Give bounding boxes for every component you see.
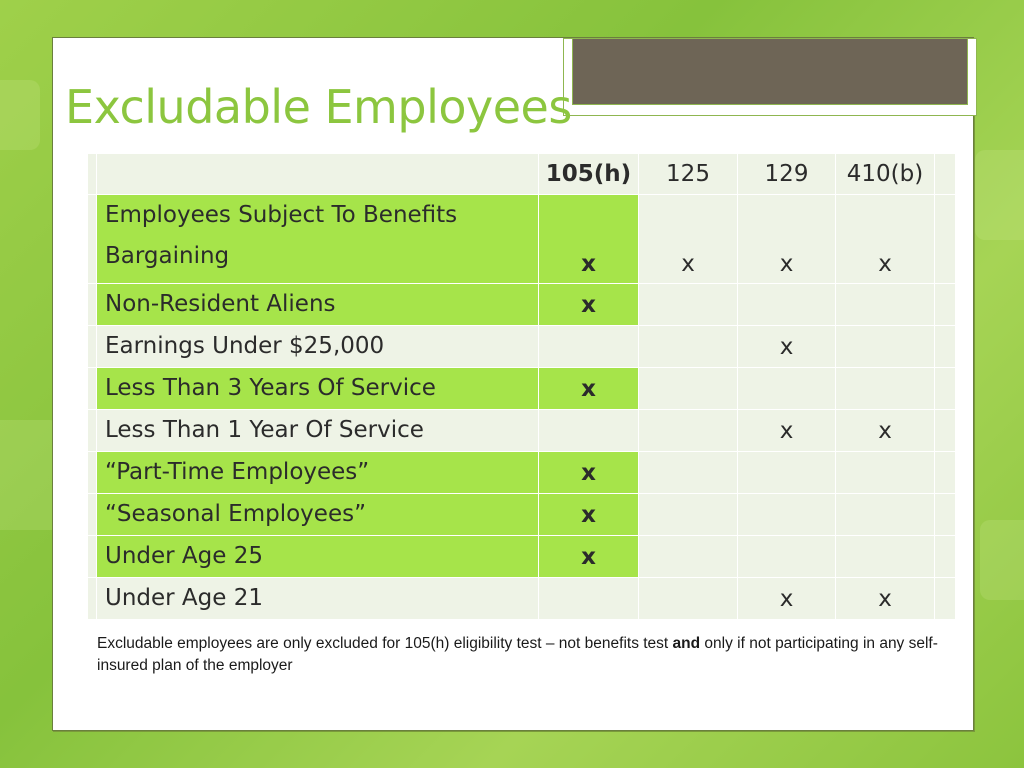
cell-125 (639, 536, 738, 578)
slide-title: Excludable Employees (65, 80, 572, 134)
cell-105h: x (539, 284, 639, 326)
cell-125 (639, 284, 738, 326)
corner-decoration (563, 38, 977, 116)
table-row (88, 536, 956, 578)
row-label: Less Than 3 Years Of Service (97, 368, 539, 410)
header-label-cell (97, 154, 539, 195)
row-label: Employees Subject To Benefits Bargaining (97, 195, 539, 284)
cell-410b: x (836, 410, 935, 452)
header-105h: 105(h) (539, 154, 639, 195)
cell-129 (738, 368, 836, 410)
row-label: “Part-Time Employees” (97, 452, 539, 494)
cell-105h: x (539, 452, 639, 494)
header-410b: 410(b) (836, 154, 935, 195)
row-label: Under Age 25 (97, 536, 539, 578)
cell-410b: x (836, 195, 935, 284)
cell-410b: x (836, 578, 935, 620)
table-gutter (88, 368, 97, 410)
cell-105h: x (539, 536, 639, 578)
table-row (88, 410, 956, 452)
table-end-column (935, 536, 956, 578)
table-end-column (935, 452, 956, 494)
cell-410b (836, 452, 935, 494)
cell-105h: x (539, 368, 639, 410)
cell-410b (836, 368, 935, 410)
cell-125 (639, 326, 738, 368)
table-end-column (935, 578, 956, 620)
table-row (88, 368, 956, 410)
cell-105h (539, 578, 639, 620)
cell-410b (836, 536, 935, 578)
table-end-column (935, 494, 956, 536)
cell-129 (738, 452, 836, 494)
cell-125 (639, 368, 738, 410)
row-label: Earnings Under $25,000 (97, 326, 539, 368)
table-gutter (88, 284, 97, 326)
background-shape (0, 80, 40, 150)
row-label: Non-Resident Aliens (97, 284, 539, 326)
table-row (88, 284, 956, 326)
table-row (88, 578, 956, 620)
table-gutter (88, 326, 97, 368)
footnote (97, 633, 947, 677)
row-label: Less Than 1 Year Of Service (97, 410, 539, 452)
cell-105h: x (539, 195, 639, 284)
table-end-column (935, 195, 956, 284)
cell-125 (639, 410, 738, 452)
cell-129 (738, 284, 836, 326)
row-label: “Seasonal Employees” (97, 494, 539, 536)
header-125: 125 (639, 154, 738, 195)
background-shape (980, 520, 1024, 600)
footnote-bold-text: and (672, 635, 701, 652)
cell-410b (836, 326, 935, 368)
table-header-row (88, 154, 956, 195)
table-end-column (935, 326, 956, 368)
cell-105h (539, 326, 639, 368)
header-129: 129 (738, 154, 836, 195)
table-end-column (935, 368, 956, 410)
table-gutter (88, 536, 97, 578)
table-end-column (935, 410, 956, 452)
cell-129 (738, 494, 836, 536)
corner-decoration-fill (572, 39, 968, 105)
cell-410b (836, 284, 935, 326)
cell-125: x (639, 195, 738, 284)
cell-105h (539, 410, 639, 452)
table-gutter (88, 154, 97, 195)
slide-panel (52, 37, 974, 731)
table-gutter (88, 494, 97, 536)
footnote-text: Excludable employees are only excluded for 105(h) eligibility test – not benefits test (97, 635, 673, 652)
row-label: Under Age 21 (97, 578, 539, 620)
exclusion-table (87, 153, 956, 620)
table-row (88, 326, 956, 368)
table-gutter (88, 410, 97, 452)
cell-410b (836, 494, 935, 536)
cell-129 (738, 536, 836, 578)
table-gutter (88, 452, 97, 494)
table-row (88, 195, 956, 284)
background-shape (0, 420, 60, 530)
table-gutter (88, 195, 97, 284)
background-shape (975, 150, 1024, 240)
footnote-text-continued: only if not participating in any self-insured plan of the employer (97, 635, 938, 674)
cell-125 (639, 494, 738, 536)
table-gutter (88, 578, 97, 620)
cell-129: x (738, 410, 836, 452)
cell-129: x (738, 195, 836, 284)
table-end-column (935, 154, 956, 195)
cell-125 (639, 578, 738, 620)
table-end-column (935, 284, 956, 326)
table-row (88, 452, 956, 494)
cell-105h: x (539, 494, 639, 536)
cell-129: x (738, 326, 836, 368)
cell-129: x (738, 578, 836, 620)
table-row (88, 494, 956, 536)
cell-125 (639, 452, 738, 494)
